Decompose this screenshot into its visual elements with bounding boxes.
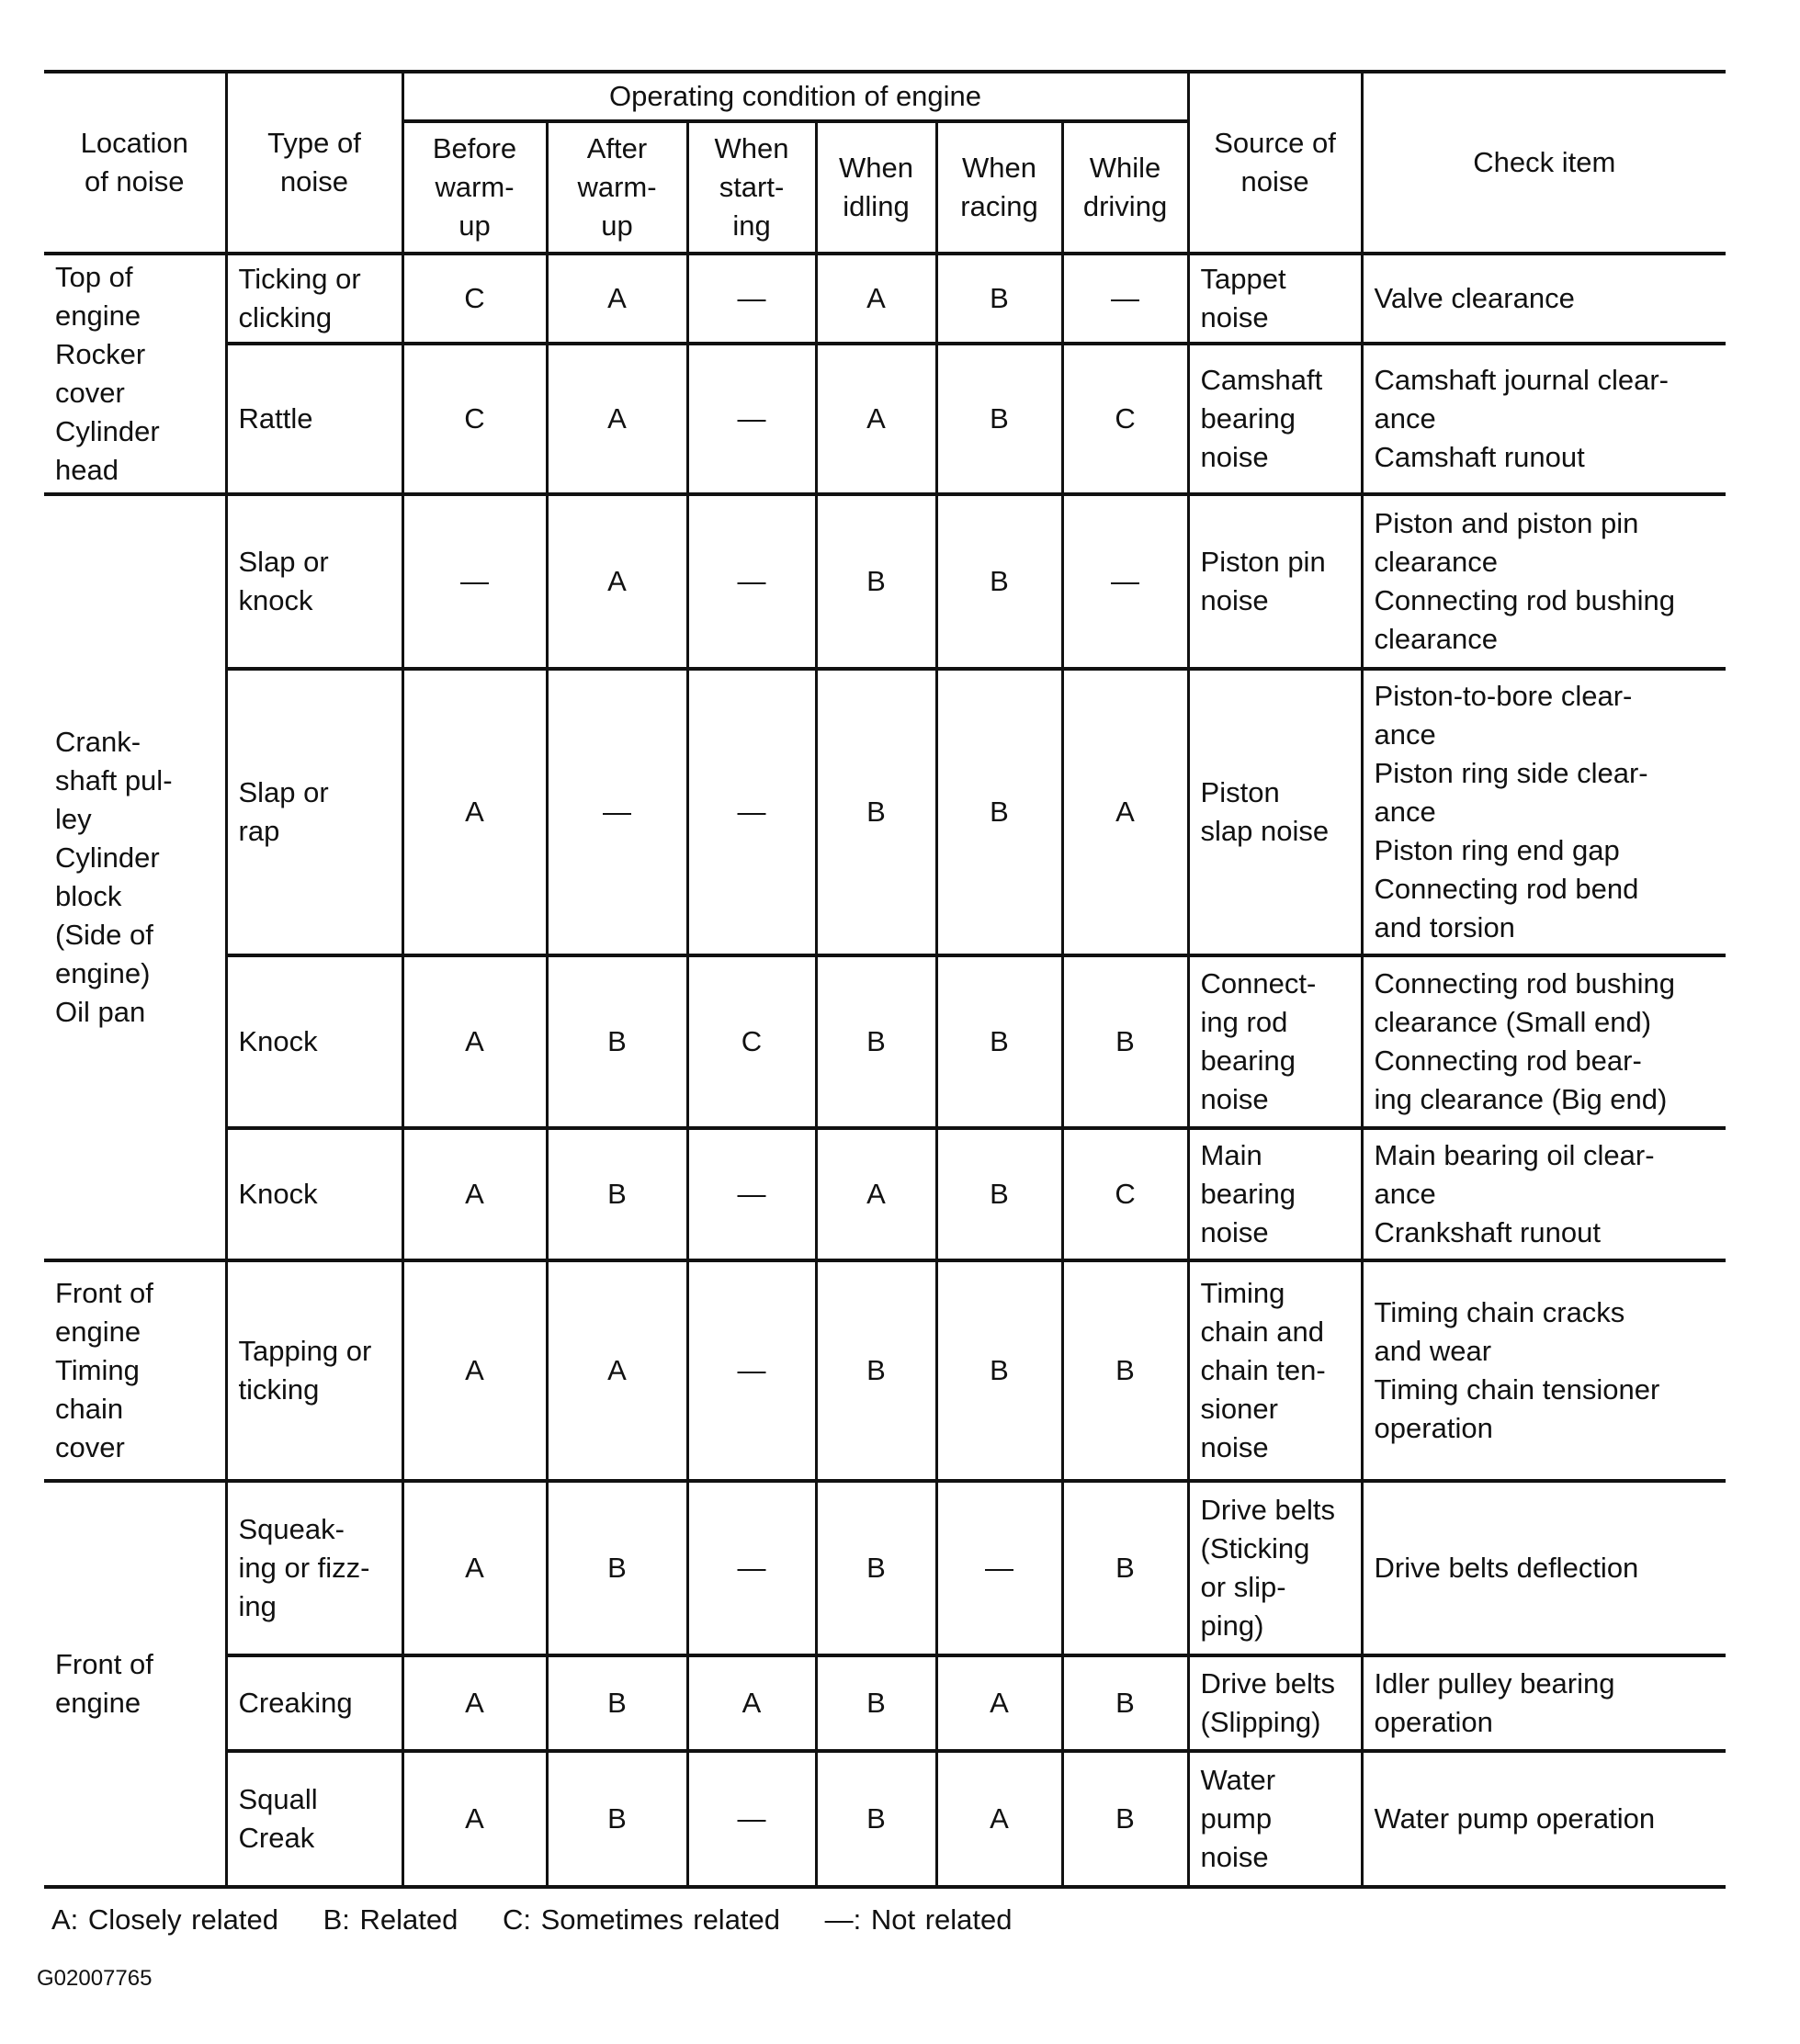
legend [51, 1903, 1047, 1937]
condition-value-cell: A [816, 1128, 936, 1260]
condition-value-cell: A [547, 254, 687, 344]
header-condition: While driving [1062, 121, 1188, 254]
noise-type-cell: Squall Creak [226, 1751, 402, 1887]
table-row [44, 344, 1726, 494]
legend-item: C: Sometimes related [502, 1903, 781, 1936]
header-operating-condition: Operating condition of engine [402, 72, 1188, 121]
noise-table [44, 70, 1726, 1889]
condition-value-cell: B [816, 669, 936, 955]
table-row [44, 1260, 1726, 1481]
check-item-cell: Piston and piston pin clearance Connecting rod bushing clearance [1362, 494, 1726, 669]
condition-value-cell: A [402, 955, 547, 1128]
noise-source-cell: Timing chain and chain ten- sioner noise [1188, 1260, 1362, 1481]
header-check-item: Check item [1362, 72, 1726, 254]
condition-value-cell: — [1062, 254, 1188, 344]
condition-value-cell: B [816, 1481, 936, 1655]
condition-value-cell: B [816, 1655, 936, 1751]
condition-value-cell: C [687, 955, 816, 1128]
check-item-cell: Connecting rod bushing clearance (Small end) Connecting rod bear- ing clearance (Big end) [1362, 955, 1726, 1128]
noise-type-cell: Ticking or clicking [226, 254, 402, 344]
noise-source-cell: Piston slap noise [1188, 669, 1362, 955]
condition-value-cell: B [1062, 1655, 1188, 1751]
condition-value-cell: — [687, 1128, 816, 1260]
condition-value-cell: — [402, 494, 547, 669]
noise-type-cell: Tapping or ticking [226, 1260, 402, 1481]
condition-value-cell: A [1062, 669, 1188, 955]
location-cell: Front of engine [44, 1481, 226, 1887]
condition-value-cell: A [936, 1751, 1062, 1887]
condition-value-cell: B [547, 955, 687, 1128]
condition-value-cell: B [936, 344, 1062, 494]
table-body [44, 254, 1726, 1887]
condition-value-cell: — [687, 344, 816, 494]
header-condition: When start- ing [687, 121, 816, 254]
header-condition: When idling [816, 121, 936, 254]
header-type: Type of noise [226, 72, 402, 254]
noise-type-cell: Rattle [226, 344, 402, 494]
header-condition: When racing [936, 121, 1062, 254]
check-item-cell: Idler pulley bearing operation [1362, 1655, 1726, 1751]
table-row [44, 1751, 1726, 1887]
noise-source-cell: Water pump noise [1188, 1751, 1362, 1887]
header-condition: Before warm- up [402, 121, 547, 254]
noise-source-cell: Piston pin noise [1188, 494, 1362, 669]
condition-value-cell: B [936, 669, 1062, 955]
condition-value-cell: A [816, 254, 936, 344]
table-row [44, 1655, 1726, 1751]
table-row [44, 1128, 1726, 1260]
condition-value-cell: B [816, 1260, 936, 1481]
legend-item: A: Closely related [51, 1903, 278, 1936]
location-cell: Front of engine Timing chain cover [44, 1260, 226, 1481]
condition-value-cell: B [816, 1751, 936, 1887]
condition-value-cell: B [936, 254, 1062, 344]
condition-value-cell: — [687, 1260, 816, 1481]
condition-value-cell: B [547, 1655, 687, 1751]
condition-value-cell: A [816, 344, 936, 494]
check-item-cell: Drive belts deflection [1362, 1481, 1726, 1655]
location-cell: Crank- shaft pul- ley Cylinder block (Side of engine) Oil pan [44, 494, 226, 1260]
table-row [44, 955, 1726, 1128]
noise-source-cell: Tappet noise [1188, 254, 1362, 344]
condition-value-cell: — [1062, 494, 1188, 669]
legend-item: —: Not related [824, 1903, 1013, 1936]
condition-value-cell: B [936, 494, 1062, 669]
check-item-cell: Timing chain cracks and wear Timing chain tensioner operation [1362, 1260, 1726, 1481]
condition-value-cell: B [547, 1481, 687, 1655]
legend-item: B: Related [323, 1903, 458, 1936]
noise-type-cell: Knock [226, 955, 402, 1128]
condition-value-cell: C [1062, 1128, 1188, 1260]
check-item-cell: Main bearing oil clear- ance Crankshaft runout [1362, 1128, 1726, 1260]
condition-value-cell: B [1062, 955, 1188, 1128]
check-item-cell: Valve clearance [1362, 254, 1726, 344]
condition-value-cell: C [402, 344, 547, 494]
condition-value-cell: C [1062, 344, 1188, 494]
table-row [44, 254, 1726, 344]
noise-source-cell: Drive belts (Slipping) [1188, 1655, 1362, 1751]
condition-value-cell: B [1062, 1751, 1188, 1887]
condition-value-cell: A [402, 1481, 547, 1655]
header-source: Source of noise [1188, 72, 1362, 254]
condition-value-cell: B [1062, 1481, 1188, 1655]
table-row [44, 494, 1726, 669]
condition-value-cell: A [402, 1260, 547, 1481]
condition-value-cell: A [402, 1128, 547, 1260]
noise-source-cell: Drive belts (Sticking or slip- ping) [1188, 1481, 1362, 1655]
table-row [44, 669, 1726, 955]
table-row [44, 1481, 1726, 1655]
noise-type-cell: Knock [226, 1128, 402, 1260]
condition-value-cell: B [936, 1128, 1062, 1260]
condition-value-cell: B [547, 1128, 687, 1260]
noise-type-cell: Creaking [226, 1655, 402, 1751]
condition-value-cell: A [547, 494, 687, 669]
noise-diagnosis-table [44, 70, 1726, 1889]
condition-value-cell: — [687, 1751, 816, 1887]
noise-type-cell: Squeak- ing or fizz- ing [226, 1481, 402, 1655]
condition-value-cell: — [687, 669, 816, 955]
condition-value-cell: B [547, 1751, 687, 1887]
condition-value-cell: A [402, 669, 547, 955]
condition-value-cell: — [687, 494, 816, 669]
condition-value-cell: B [936, 955, 1062, 1128]
condition-value-cell: — [687, 254, 816, 344]
header-condition: After warm- up [547, 121, 687, 254]
condition-value-cell: C [402, 254, 547, 344]
condition-value-cell: A [547, 1260, 687, 1481]
condition-value-cell: A [687, 1655, 816, 1751]
condition-value-cell: — [547, 669, 687, 955]
figure-id: G02007765 [37, 1966, 153, 1991]
noise-type-cell: Slap or rap [226, 669, 402, 955]
condition-value-cell: — [687, 1481, 816, 1655]
condition-value-cell: B [1062, 1260, 1188, 1481]
condition-value-cell: B [816, 494, 936, 669]
condition-value-cell: A [402, 1751, 547, 1887]
check-item-cell: Camshaft journal clear- ance Camshaft runout [1362, 344, 1726, 494]
noise-type-cell: Slap or knock [226, 494, 402, 669]
condition-value-cell: A [547, 344, 687, 494]
location-cell: Top of engine Rocker cover Cylinder head [44, 254, 226, 494]
header-location: Location of noise [44, 72, 226, 254]
condition-value-cell: — [936, 1481, 1062, 1655]
condition-value-cell: A [402, 1655, 547, 1751]
noise-source-cell: Camshaft bearing noise [1188, 344, 1362, 494]
check-item-cell: Piston-to-bore clear- ance Piston ring side clear- ance Piston ring end gap Connecting rod bend and torsion [1362, 669, 1726, 955]
condition-value-cell: B [936, 1260, 1062, 1481]
noise-source-cell: Main bearing noise [1188, 1128, 1362, 1260]
condition-value-cell: A [936, 1655, 1062, 1751]
condition-value-cell: B [816, 955, 936, 1128]
noise-source-cell: Connect- ing rod bearing noise [1188, 955, 1362, 1128]
check-item-cell: Water pump operation [1362, 1751, 1726, 1887]
